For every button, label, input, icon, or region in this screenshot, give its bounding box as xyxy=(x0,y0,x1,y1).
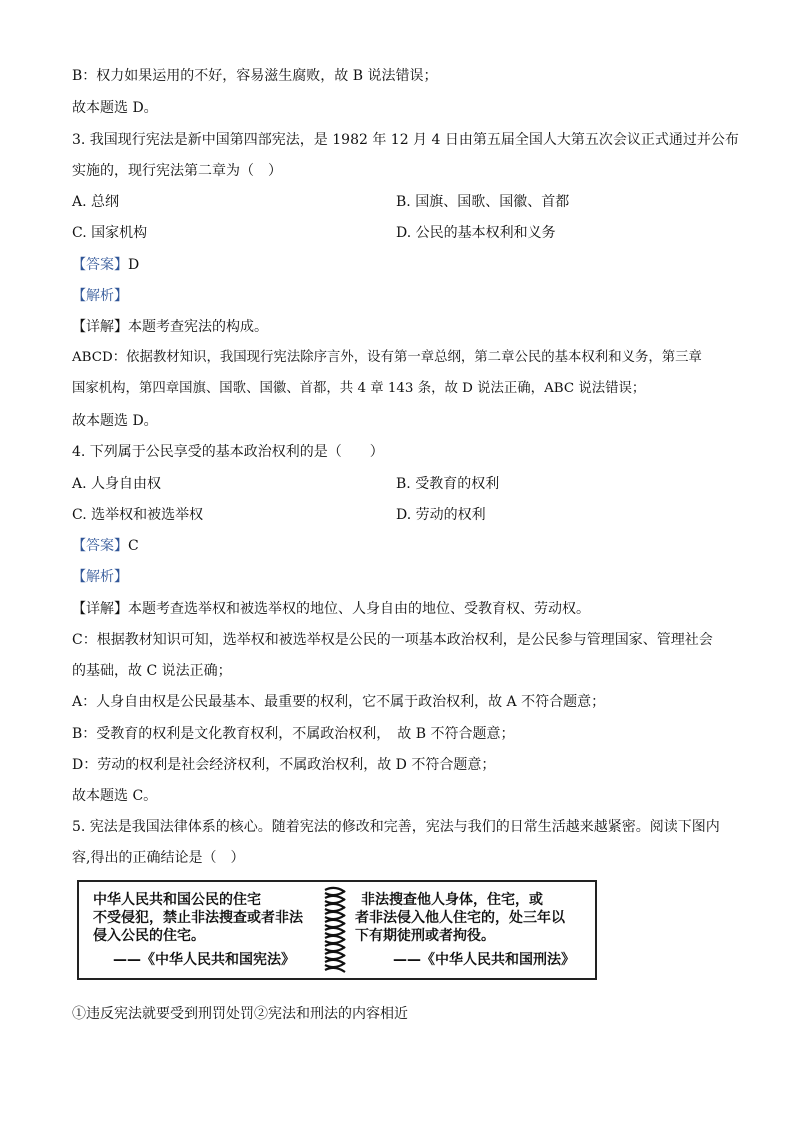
q3-explain-line1: ABCD：依据教材知识，我国现行宪法除序言外，设有第一章总纲，第二章公民的基本权利和义务，第三章 xyxy=(72,350,702,365)
q3-analysis-tag: 【解析】 xyxy=(72,288,128,304)
q4-conclusion: 故本题选 C。 xyxy=(72,788,158,804)
answer-tag: 【答案】 xyxy=(72,257,128,273)
q4-explain-4: B：受教育的权利是文化教育权利，不属政治权利， 故 B 不符合题意； xyxy=(72,726,515,742)
q5-statements: ①违反宪法就要受到刑罚处罚②宪法和刑法的内容相近 xyxy=(72,1006,408,1022)
constitution-line-3: 侵入公民的住宅。 xyxy=(93,928,205,944)
q4-option-d: D. 劳动的权利 xyxy=(396,507,486,523)
book-binding-icon xyxy=(321,884,349,976)
answer-value: D xyxy=(128,257,140,273)
constitution-excerpt xyxy=(79,882,319,978)
q4-explain-1: C：根据教材知识可知，选举权和被选举权是公民的一项基本政治权利，是公民参与管理国家、管理社会 xyxy=(72,632,713,648)
q4-option-c: C. 选举权和被选举权 xyxy=(72,507,204,523)
constitution-line-1: 中华人民共和国公民的住宅 xyxy=(93,892,261,908)
q4-option-b: B. 受教育的权利 xyxy=(396,476,500,492)
q3-conclusion: 故本题选 D。 xyxy=(72,413,158,429)
q3-option-d: D. 公民的基本权利和义务 xyxy=(396,225,556,241)
q3-explain-line2: 国家机构，第四章国旗、国歌、国徽、首都，共 4 章 143 条，故 D 说法正确，ABC 说法错误； xyxy=(72,381,646,396)
q3-question-line2: 实施的，现行宪法第二章为（ ） xyxy=(72,163,282,179)
q3-option-b: B. 国旗、国歌、国徽、首都 xyxy=(396,194,570,210)
q4-option-a: A. 人身自由权 xyxy=(72,476,162,492)
detail-tag: 【详解】 xyxy=(72,319,128,335)
detail-tag: 【详解】 xyxy=(72,601,128,617)
line-choose-d: 故本题选 D。 xyxy=(72,100,158,116)
line-b-explain: B：权力如果运用的不好，容易滋生腐败，故 B 说法错误； xyxy=(72,68,438,84)
criminal-law-line-3: 下有期徒刑或者拘役。 xyxy=(355,928,495,944)
q4-detail xyxy=(72,599,590,619)
q5-question-line1: 5. 宪法是我国法律体系的核心。随着宪法的修改和完善，宪法与我们的日常生活越来越紧密。阅读下图内 xyxy=(72,819,720,835)
q4-explain-3: A：人身自由权是公民最基本、最重要的权利，它不属于政治权利，故 A 不符合题意； xyxy=(72,694,606,710)
criminal-law-excerpt xyxy=(351,882,595,978)
q4-answer xyxy=(72,536,139,556)
q3-answer xyxy=(72,255,139,275)
answer-value: C xyxy=(128,538,139,554)
q4-explain-5: D：劳动的权利是社会经济权利，不属政治权利，故 D 不符合题意； xyxy=(72,757,496,773)
answer-tag: 【答案】 xyxy=(72,538,128,554)
law-comparison-figure xyxy=(77,880,597,980)
criminal-law-line-1: 非法搜查他人身体，住宅，或 xyxy=(361,892,543,908)
detail-text: 本题考查宪法的构成。 xyxy=(128,319,268,335)
constitution-source: ——《中华人民共和国宪法》 xyxy=(113,952,295,968)
q3-question-line1: 3. 我国现行宪法是新中国第四部宪法，是 1982 年 12 月 4 日由第五届全国人大第五次会议正式通过并公布 xyxy=(72,132,739,148)
q3-detail xyxy=(72,317,268,337)
detail-text: 本题考查选举权和被选举权的地位、人身自由的地位、受教育权、劳动权。 xyxy=(128,601,590,617)
constitution-line-2: 不受侵犯，禁止非法搜查或者非法 xyxy=(93,910,303,926)
q3-option-c: C. 国家机构 xyxy=(72,225,148,241)
q4-question: 4. 下列属于公民享受的基本政治权利的是（ ） xyxy=(72,444,384,460)
q4-explain-2: 的基础，故 C 说法正确； xyxy=(72,663,232,679)
criminal-law-source: ——《中华人民共和国刑法》 xyxy=(393,952,575,968)
criminal-law-line-2: 者非法侵入他人住宅的，处三年以 xyxy=(355,910,565,926)
q4-analysis-tag: 【解析】 xyxy=(72,569,128,585)
q5-question-line2: 容,得出的正确结论是（ ） xyxy=(72,850,245,866)
q3-option-a: A. 总纲 xyxy=(72,194,120,210)
